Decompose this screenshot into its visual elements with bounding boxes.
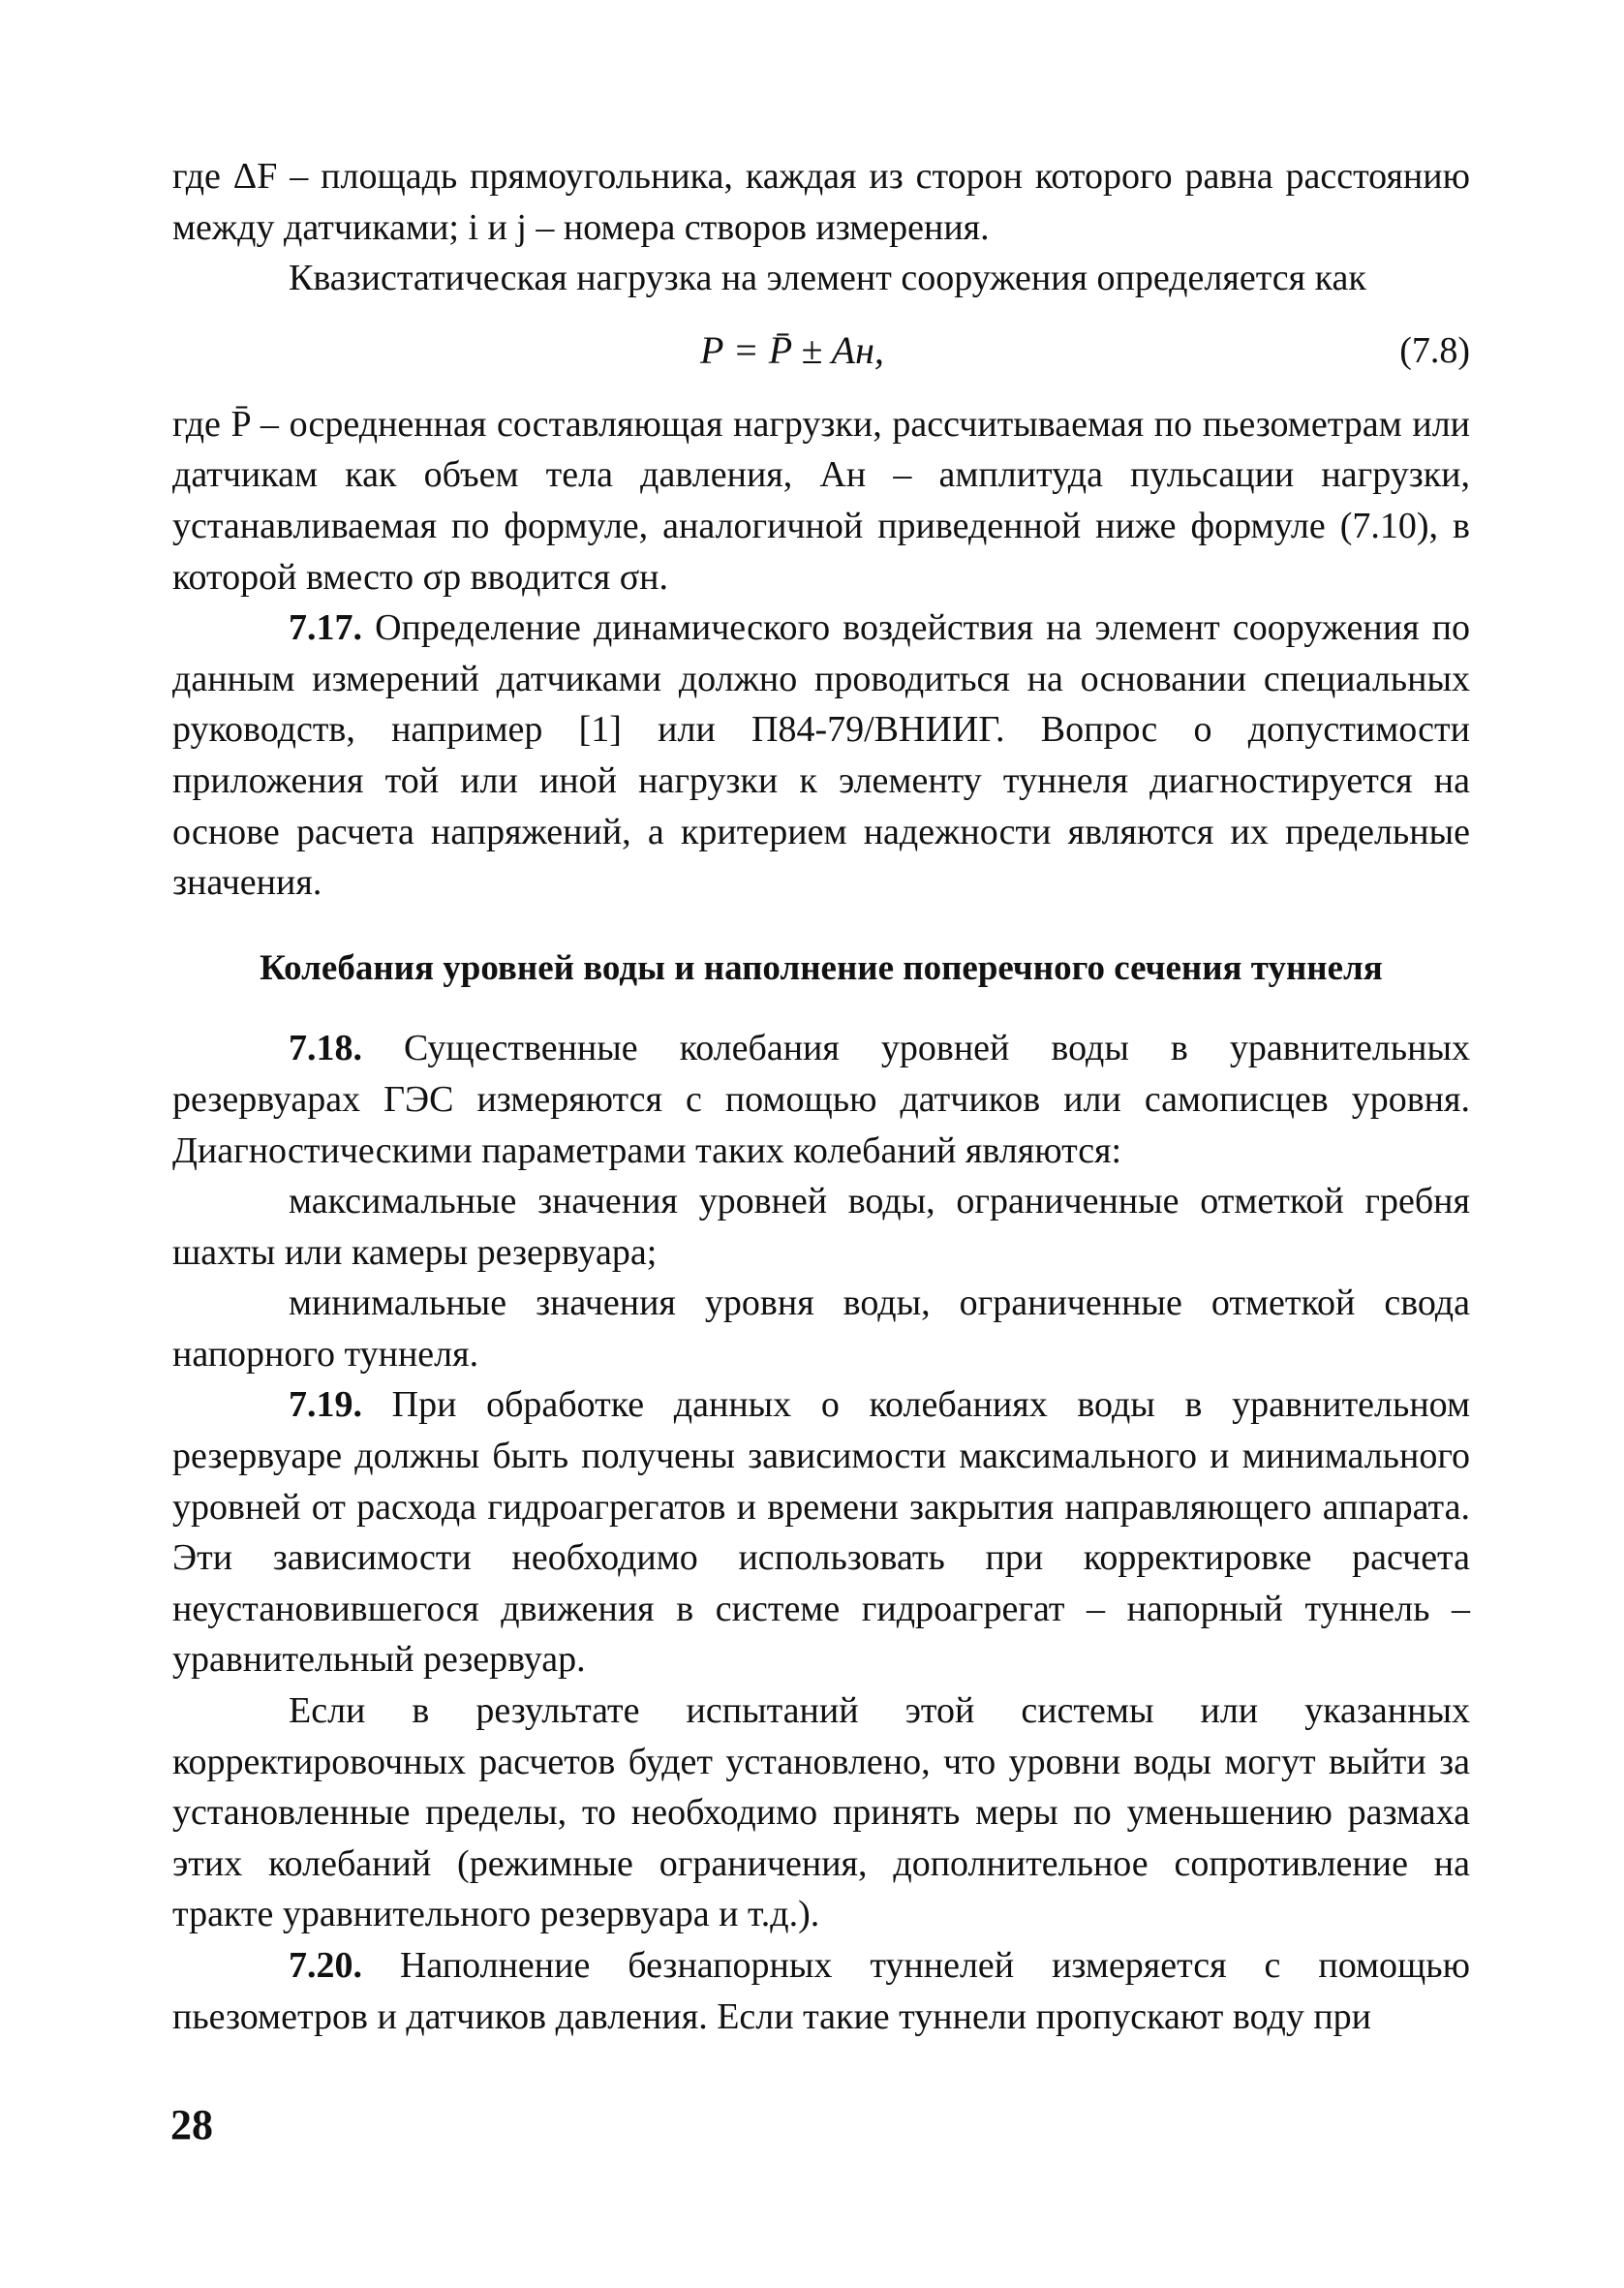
formula-number: (7.8) xyxy=(1399,329,1470,371)
paragraph-7-19 xyxy=(172,1379,1470,1685)
list-item-min-levels: минимальные значения уровня воды, ограниченные отметкой свода напорного туннеля. xyxy=(172,1283,1470,1375)
paragraph-7-20 xyxy=(172,1940,1470,2042)
paragraph-intro: где ΔF – площадь прямоугольника, каждая из сторон которого равна расстоянию между датчиками; i и j – номера створов измерения. xyxy=(172,156,1470,248)
formula-7-8 xyxy=(172,316,1470,386)
clause-text: Наполнение безнапорных туннелей измеряется с помощью пьезометров и датчиков давления. Если такие туннели пропускают воду при xyxy=(172,1945,1470,2037)
paragraph-quasistatic: Квазистатическая нагрузка на элемент сооружения определяется как xyxy=(289,258,1366,299)
clause-number: 7.20. xyxy=(289,1945,362,1986)
clause-text: Определение динамического воздействия на элемент сооружения по данным измерений датчиками должно проводиться на основании специальных руководств, например [1] или П84-79/ВНИИГ. Вопрос о допустимости приложения той или иной нагрузки к элементу туннеля диагностируется на основе расчета напряжений, а критерием надежности являются их предельные значения. xyxy=(172,607,1470,904)
paragraph-where: где P̄ – осредненная составляющая нагрузки, рассчитываемая по пьезометрам или датчикам как объем тела давления, Aн – амплитуда пульсации нагрузки, устанавливаемая по формуле, аналогичной приведенной ниже формуле (7.10), в которой вместо σр вводится σн. xyxy=(172,403,1470,598)
paragraph-7-17 xyxy=(172,603,1470,909)
clause-text: При обработке данных о колебаниях воды в уравнительном резервуаре должны быть получены зависимости максимального и минимального уровней от расхода гидроагрегатов и времени закрытия направляющего аппарата. Эти зависимости необходимо использовать при корректировке расчета неустановившегося движения в системе гидроагрегат – напорный туннель – уравнительный резервуар. xyxy=(172,1384,1470,1681)
paragraph-7-18 xyxy=(172,1023,1470,1176)
clause-number: 7.19. xyxy=(289,1384,362,1426)
clause-number: 7.17. xyxy=(289,607,362,649)
body-text xyxy=(172,151,1470,2042)
paragraph-if-results: Если в результате испытаний этой системы или указанных корректировочных расчетов будет установлено, что уровни воды могут выйти за установленные пределы, то необходимо принять меры по уменьшению размаха этих колебаний (режимные ограничения, дополнительное сопротивление на тракте уравнительного резервуара и т.д.). xyxy=(172,1690,1470,1935)
section-heading: Колебания уровней воды и наполнение поперечного сечения туннеля xyxy=(260,947,1383,988)
list-item-max-levels: максимальные значения уровней воды, ограниченные отметкой гребня шахты или камеры резервуара; xyxy=(172,1181,1470,1273)
formula-expression: P = P̄ ± Aн, xyxy=(700,327,884,372)
clause-number: 7.18. xyxy=(289,1028,362,1069)
clause-text: Существенные колебания уровней воды в уравнительных резервуарах ГЭС измеряются с помощью датчиков или самописцев уровня. Диагностическими параметрами таких колебаний являются: xyxy=(172,1028,1470,1171)
page-number: 28 xyxy=(170,2101,213,2149)
